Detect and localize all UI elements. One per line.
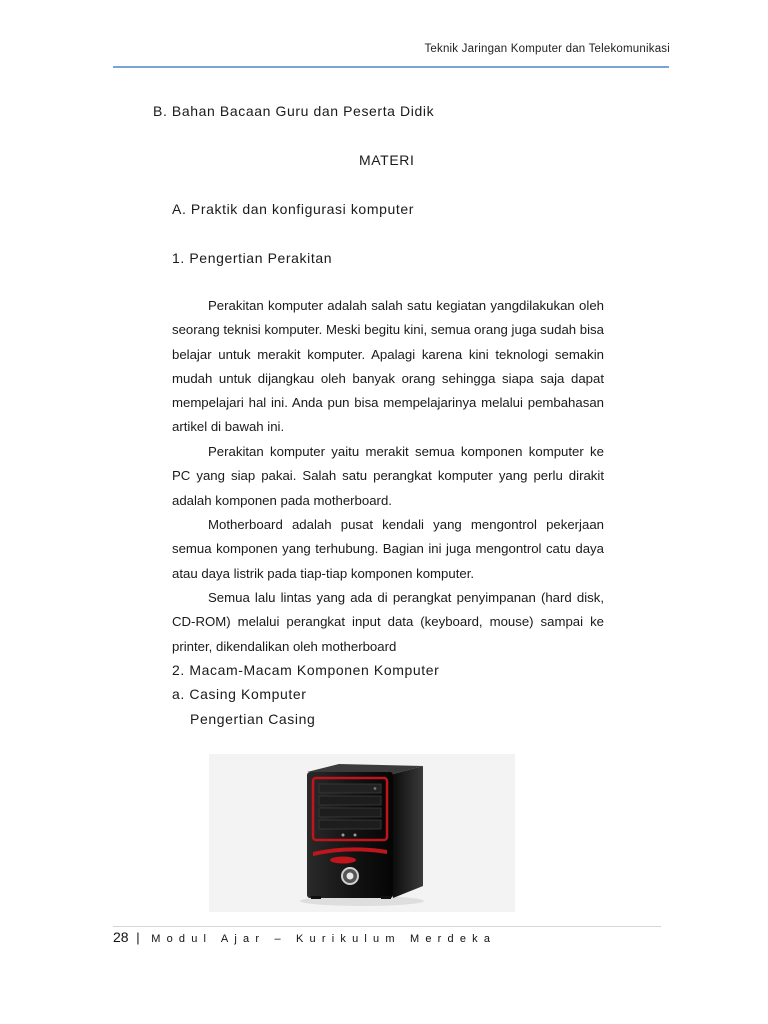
paragraph-4: Semua lalu lintas yang ada di perangkat penyimpanan (hard disk, CD-ROM) melalui perangkat input data (keyboard, mouse) sampai ke printer, dikendalikan oleh motherboard [172, 590, 604, 654]
footer-rule [113, 926, 661, 927]
materi-title: MATERI [359, 152, 415, 168]
page-footer [113, 929, 496, 945]
header-rule [113, 66, 669, 68]
section-b-heading: B. Bahan Bacaan Guru dan Peserta Didik [153, 103, 435, 119]
computer-case-icon [209, 754, 515, 912]
paragraph-1: Perakitan komputer adalah salah satu kegiatan yangdilakukan oleh seorang teknisi komputer. Meski begitu kini, semua orang juga sudah bisa belajar untuk merakit komputer. Apalagi karena kini teknologi semakin mudah untuk dijangkau oleh banyak orang sehingga siapa saja dapat mempelajari hal ini. Anda pun bisa mempelajarinya melalui pembahasan artikel di bawah ini. [172, 298, 604, 435]
subheading-macam-komponen: 2. Macam-Macam Komponen Komputer [172, 662, 440, 678]
footer-separator: | [136, 930, 140, 945]
page-number: 28 [113, 929, 129, 945]
section-a-heading: A. Praktik dan konfigurasi komputer [172, 201, 414, 217]
module-title: Modul Ajar – Kurikulum Merdeka [151, 933, 497, 945]
computer-case-figure [209, 754, 515, 912]
paragraph-2: Perakitan komputer yaitu merakit semua komponen komputer ke PC yang siap pakai. Salah satu perangkat komputer yang perlu dirakit adalah komponen pada motherboard. [172, 444, 604, 508]
subheading-pengertian-perakitan: 1. Pengertian Perakitan [172, 250, 333, 266]
running-header: Teknik Jaringan Komputer dan Telekomunikasi [424, 43, 670, 55]
paragraph-3: Motherboard adalah pusat kendali yang mengontrol pekerjaan semua komponen yang terhubung. Bagian ini juga mengontrol catu daya atau daya listrik pada tiap-tiap komponen komputer. [172, 517, 604, 581]
subheading-casing-komputer: a. Casing Komputer [172, 686, 307, 702]
pengertian-casing-label: Pengertian Casing [190, 711, 316, 727]
